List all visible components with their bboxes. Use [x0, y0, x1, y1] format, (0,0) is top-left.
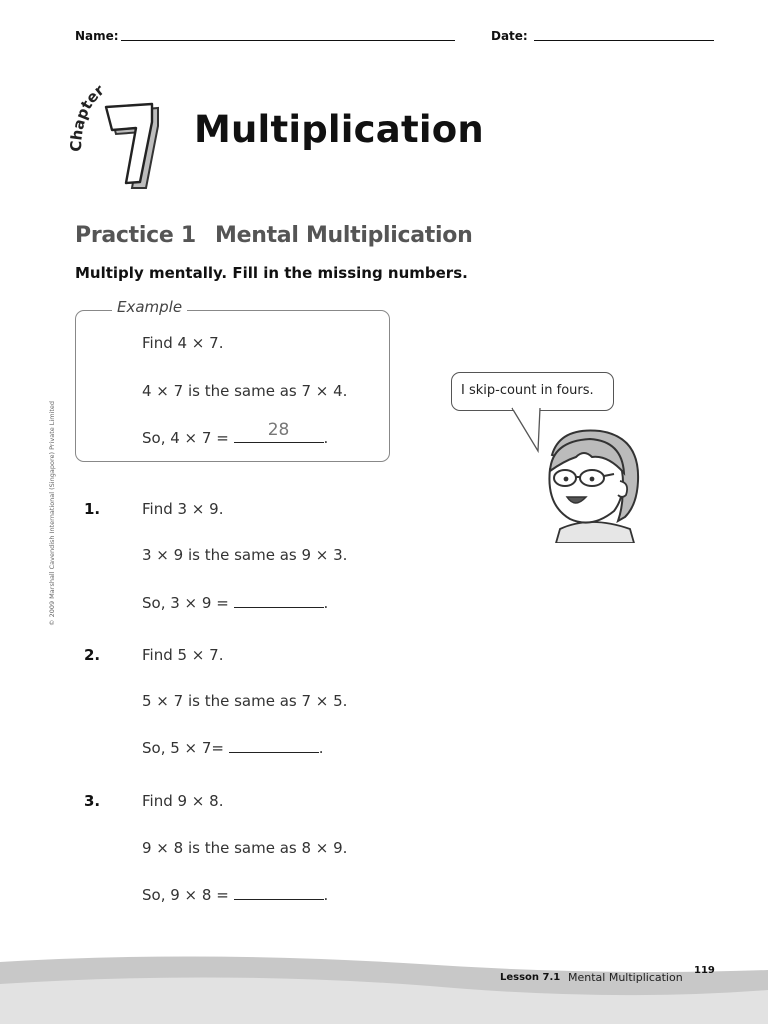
problem-3-line-3 [142, 885, 328, 904]
footer-lesson-title: Mental Multiplication [568, 971, 683, 984]
problem-number: 1. [84, 500, 101, 518]
problem-2-prefix: So, 5 × 7= [142, 739, 224, 757]
example-line-3-prefix: So, 4 × 7 = [142, 429, 229, 447]
name-label: Name: [75, 29, 119, 43]
example-answer: 28 [267, 420, 290, 440]
practice-topic: Mental Multiplication [215, 223, 473, 248]
problem-2-line-1: Find 5 × 7. [142, 646, 224, 664]
page-number: 119 [694, 965, 715, 976]
problem-number: 3. [84, 792, 101, 810]
date-label: Date: [491, 29, 528, 43]
girl-icon [530, 425, 650, 543]
problem-number: 2. [84, 646, 101, 664]
chapter-word: Chapter [68, 80, 108, 152]
date-field[interactable] [534, 40, 714, 41]
example-line-3-suffix: . [323, 429, 329, 447]
problem-2-line-3 [142, 738, 324, 757]
copyright-note: © 2009 Marshall Cavendish International (Singapore) Private Limited [48, 400, 56, 626]
example-line-3 [142, 420, 329, 447]
problem-1-suffix: . [323, 594, 329, 612]
problem-2-suffix: . [318, 739, 324, 757]
problem-1-prefix: So, 3 × 9 = [142, 594, 229, 612]
speech-bubble-text: I skip-count in fours. [461, 383, 594, 398]
problem-3-suffix: . [323, 886, 329, 904]
example-answer-blank [234, 420, 324, 443]
problem-1-line-2: 3 × 9 is the same as 9 × 3. [142, 546, 348, 564]
problem-2-line-2: 5 × 7 is the same as 7 × 5. [142, 692, 348, 710]
problem-2-answer-blank[interactable] [229, 738, 319, 753]
problem-3-prefix: So, 9 × 8 = [142, 886, 229, 904]
example-line-2: 4 × 7 is the same as 7 × 4. [142, 382, 348, 400]
problem-3-line-1: Find 9 × 8. [142, 792, 224, 810]
chapter-title: Multiplication [194, 108, 484, 151]
example-line-1: Find 4 × 7. [142, 334, 224, 352]
footer-lesson: Lesson 7.1 [500, 972, 561, 983]
problem-1-answer-blank[interactable] [234, 593, 324, 608]
practice-heading: Practice 1 [75, 223, 196, 248]
instruction: Multiply mentally. Fill in the missing numbers. [75, 264, 468, 282]
chapter-7-icon [68, 74, 168, 194]
problem-3-line-2: 9 × 8 is the same as 8 × 9. [142, 839, 348, 857]
problem-3-answer-blank[interactable] [234, 885, 324, 900]
example-label: Example [112, 298, 187, 316]
footer-wave [0, 950, 768, 1024]
problem-1-line-3 [142, 593, 328, 612]
problem-1-line-1: Find 3 × 9. [142, 500, 224, 518]
name-field[interactable] [121, 40, 455, 41]
chapter-emblem [68, 74, 168, 194]
